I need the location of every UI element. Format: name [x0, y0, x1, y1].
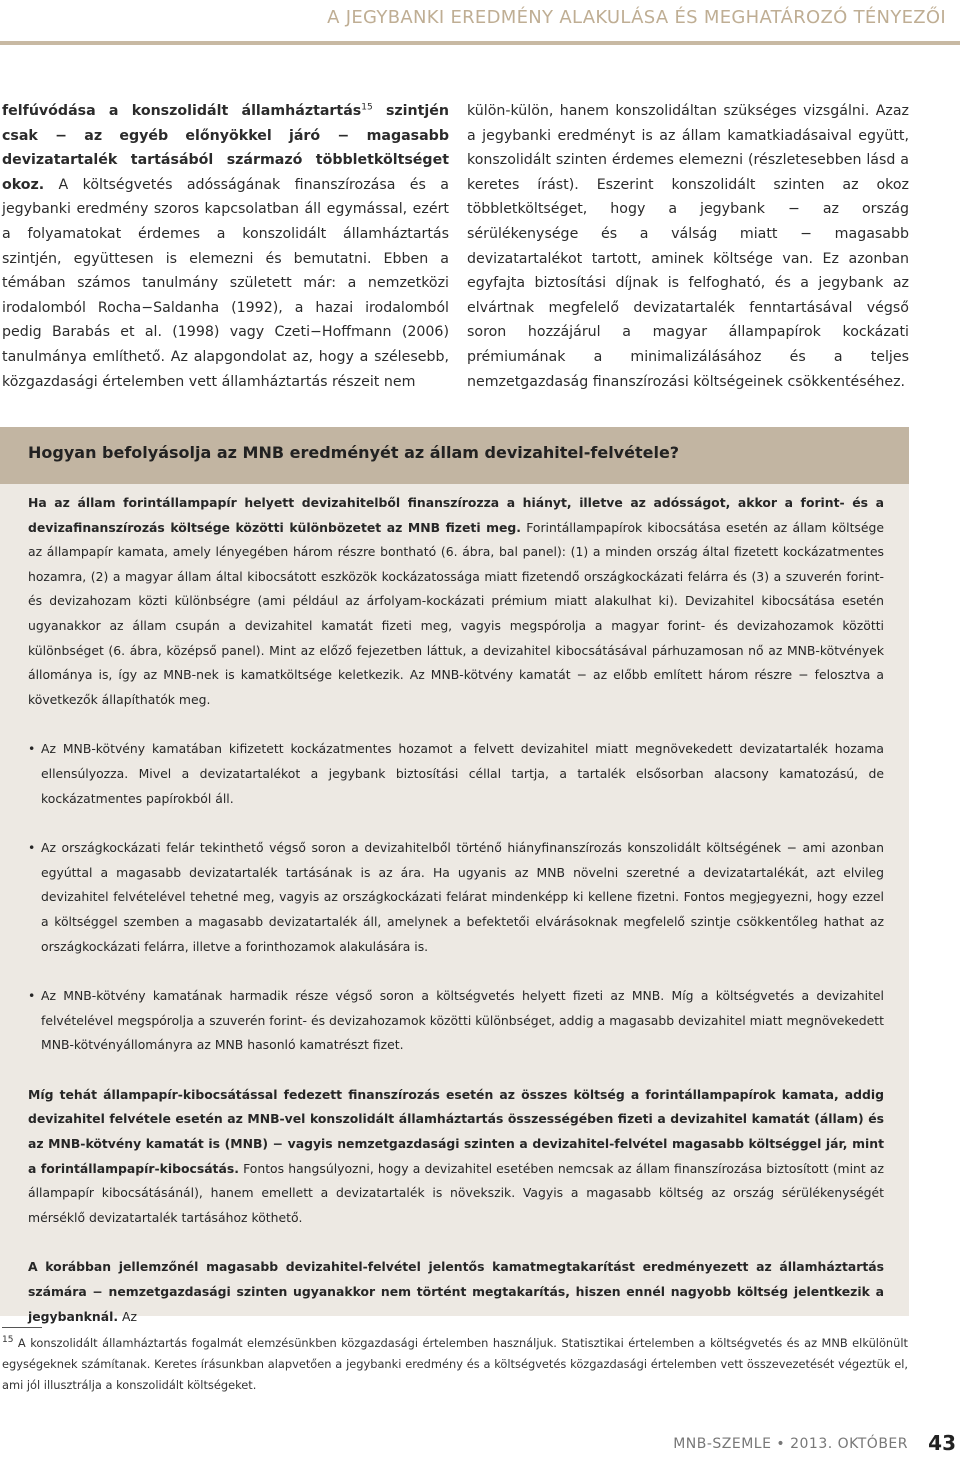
bullet-icon: •	[28, 988, 36, 1004]
page-number: 43	[928, 1431, 956, 1455]
footnote	[2, 1333, 908, 1396]
list-item	[28, 737, 884, 811]
left-paragraph	[2, 99, 449, 394]
box-p3-text: Az	[118, 1308, 137, 1324]
box-paragraph-3	[28, 1255, 884, 1329]
list-item	[28, 836, 884, 959]
box-paragraph-1	[28, 491, 884, 712]
bullet-text: Az MNB-kötvény kamatának harmadik része végső soron a költségvetés helyett fizeti az MNB. Míg a költségvetés a devizahitel felvételével megspórolja a szuverén forint- és devizahozamok közötti különbséget, addig a magasabb devizahitel miatt megnövekedett MNB-kötvényállományra az MNB hasonló kamatrészt fizet.	[41, 988, 884, 1053]
bullet-icon: •	[28, 741, 36, 757]
footnote-rule	[2, 1327, 42, 1328]
right-paragraph: külön-külön, hanem konszolidáltan szükséges vizsgálni. Azaz a jegybanki eredményt is az állam kamatkiadásaival együtt, konszolidált szinten érdemes elemezni (részletesebben lásd a keretes írást). Eszerint konszolidált szinten az okoz többletköltséget, hogy a jegybank − az ország sérülékenysége és a válság miatt − magasabb devizatartalékot tartott, aminek költsége van. Ez azonban egyfajta biztosítási díjnak is felfogható, és a jegybank az elvártnak megfelelő devizatartalék fenntartásával végső soron hozzájárul a magyar állampapírok kockázati prémiumának a minimalizálásához és a teljes nemzetgazdaság finanszírozási költségeinek csökkentéséhez.	[467, 103, 909, 390]
box-bullet-1-list	[28, 737, 884, 811]
box-bullet-3-list	[28, 984, 884, 1058]
box-title: Hogyan befolyásolja az MNB eredményét az állam devizahitel-felvétele?	[28, 443, 680, 462]
running-title: A JEGYBANKI EREDMÉNY ALAKULÁSA ÉS MEGHATÁROZÓ TÉNYEZŐI	[327, 7, 946, 28]
box-content	[28, 491, 884, 1354]
left-bold-b: szintjén csak − az egyéb előnyökkel járó − magasabb devizatartalék tartásából származó többletköltséget okoz.	[2, 103, 449, 193]
header-rule	[0, 41, 960, 45]
box-body	[0, 484, 909, 1324]
box-p1-bold: Ha az állam forintállampapír helyett devizahitelből finanszírozza a hiányt, illetve az adósságot, akkor a forint- és a devizafinanszírozás költsége közötti különbözetet az MNB fizeti meg.	[28, 495, 884, 535]
bullet-text: Az MNB-kötvény kamatában kifizetett kockázatmentes hozamot a felvett devizahitel miatt megnövekedett devizatartalék hozama ellensúlyozza. Mivel a devizatartalékot a jegybank biztosítási céllal tartja, a tartalék elsősorban alacsony kamatozású, de kockázatmentes papírokból áll.	[41, 741, 884, 806]
left-text: A költségvetés adósságának finanszírozása és a jegybanki eredmény szoros kapcsolatban áll egymással, ezért a folyamatokat érdemes a konszolidált államháztartás szintjén, együttesen is elemezni és bemutatni. Ebben a témában számos tanulmány született már: a nemzetközi irodalomból Rocha−Saldanha (1992), a hazai irodalomból pedig Barabás et al. (1998) vagy Czeti−Hoffmann (2006) tanulmánya említhető. Az alapgondolat az, hogy a szélesebb, közgazdasági értelemben vett államháztartás részeit nem	[2, 176, 449, 390]
left-bold-a: felfúvódása a konszolidált államháztartás	[2, 103, 362, 119]
box-paragraph-2	[28, 1083, 884, 1231]
left-column	[2, 99, 449, 394]
footnote-ref[interactable]: 15	[361, 102, 373, 113]
bullet-icon: •	[28, 840, 36, 856]
journal-footer: MNB-SZEMLE • 2013. OKTÓBER	[673, 1436, 908, 1452]
footnote-text: A konszolidált államháztartás fogalmát elemzésünkben közgazdasági értelemben használjuk. Statisztikai értelemben a költségvetés és az MNB elkülönült egységeknek számítanak. Keretes írásunkban alapvetően a jegybanki eredmény és a költségvetés közgazdasági értelemben vett összevezetését végeztük el, ami jól illusztrálja a konszolidált költségeket.	[2, 1336, 908, 1392]
box-p2-text: Fontos hangsúlyozni, hogy a devizahitel esetében nemcsak az állam finanszírozása biztosított (mint az állampapír kibocsátásánál), hanem emellett a devizatartalék is növekszik. Vagyis a magasabb költség az ország sérülékenységét mérséklő devizatartalék tartásához köthető.	[28, 1160, 884, 1225]
box-p2-bold: Míg tehát állampapír-kibocsátással fedezett finanszírozás esetén az összes költség a forintállampapírok kamata, addig devizahitel felvétele esetén az MNB-vel konszolidált államháztartás összességében fizeti a devizahitel kamatát (állam) és az MNB-kötvény kamatát is (MNB) − vagyis nemzetgazdasági szinten a devizahitel-felvétel magasabb költséggel jár, mint a forintállampapír-kibocsátás.	[28, 1086, 884, 1176]
box-p1-text: Forintállampapírok kibocsátása esetén az állam költsége az állampapír kamata, amely lényegében három részre bontható (6. ábra, bal panel): (1) a minden ország által fizetett kockázatmentes hozamra, (2) a magyar állam által kibocsátott eszközök kockázatossága miatt fizetendő országkockázati felárra és (3) a szuverén forint- és devizahozam közti különbségre (ami például az árfolyam-kockázati prémium miatt alakulhat ki). Devizahitel kibocsátása esetén ugyanakkor az állam csupán a devizahitel kamatát fizeti meg, vagyis megspórolja a magyar forint- és devizahozamok közötti különbséget (6. ábra, középső panel). Mint az előző fejezetben láttuk, a devizahitel kibocsátásával párhuzamosan nő az MNB-kötvények állománya is, így az MNB-nek is kamatköltsége keletkezik. Az MNB-kötvény kamatát − az előbb említett három részre − felosztva a következők állapíthatók meg.	[28, 519, 884, 707]
right-column	[467, 99, 909, 394]
bullet-text: Az országkockázati felár tekinthető végső soron a devizahitelből történő hiányfinanszírozás konszolidált költségének − ami azonban egyúttal a magasabb devizatartalék tartásának is az ára. Ha ugyanis az MNB növelni szeretné a devizatartalékát, azt elvileg devizahitel felvételével tehetné meg, vagyis az országkockázati felárat mindenképp ki kellene fizetni. Fontos megjegyezni, hogy ezzel a költséggel szemben a magasabb devizatartalék áll, amelynek a befektetői elvárásoknak megfelelő szintje csökkentőleg hathat az országkockázati felárra, illetve a forinthozamok alakulására is.	[41, 840, 884, 954]
box-bullet-2-list	[28, 836, 884, 959]
list-item	[28, 984, 884, 1058]
box-p3-bold: A korábban jellemzőnél magasabb devizahitel-felvétel jelentős kamatmegtakarítást eredményezett az államháztartás számára − nemzetgazdasági szinten ugyanakkor nem történt megtakarítás, hiszen ennél nagyobb költség jelentkezik a jegybanknál.	[28, 1259, 884, 1324]
footnote-number: 15	[2, 1335, 14, 1346]
box-title-bar	[0, 427, 909, 484]
